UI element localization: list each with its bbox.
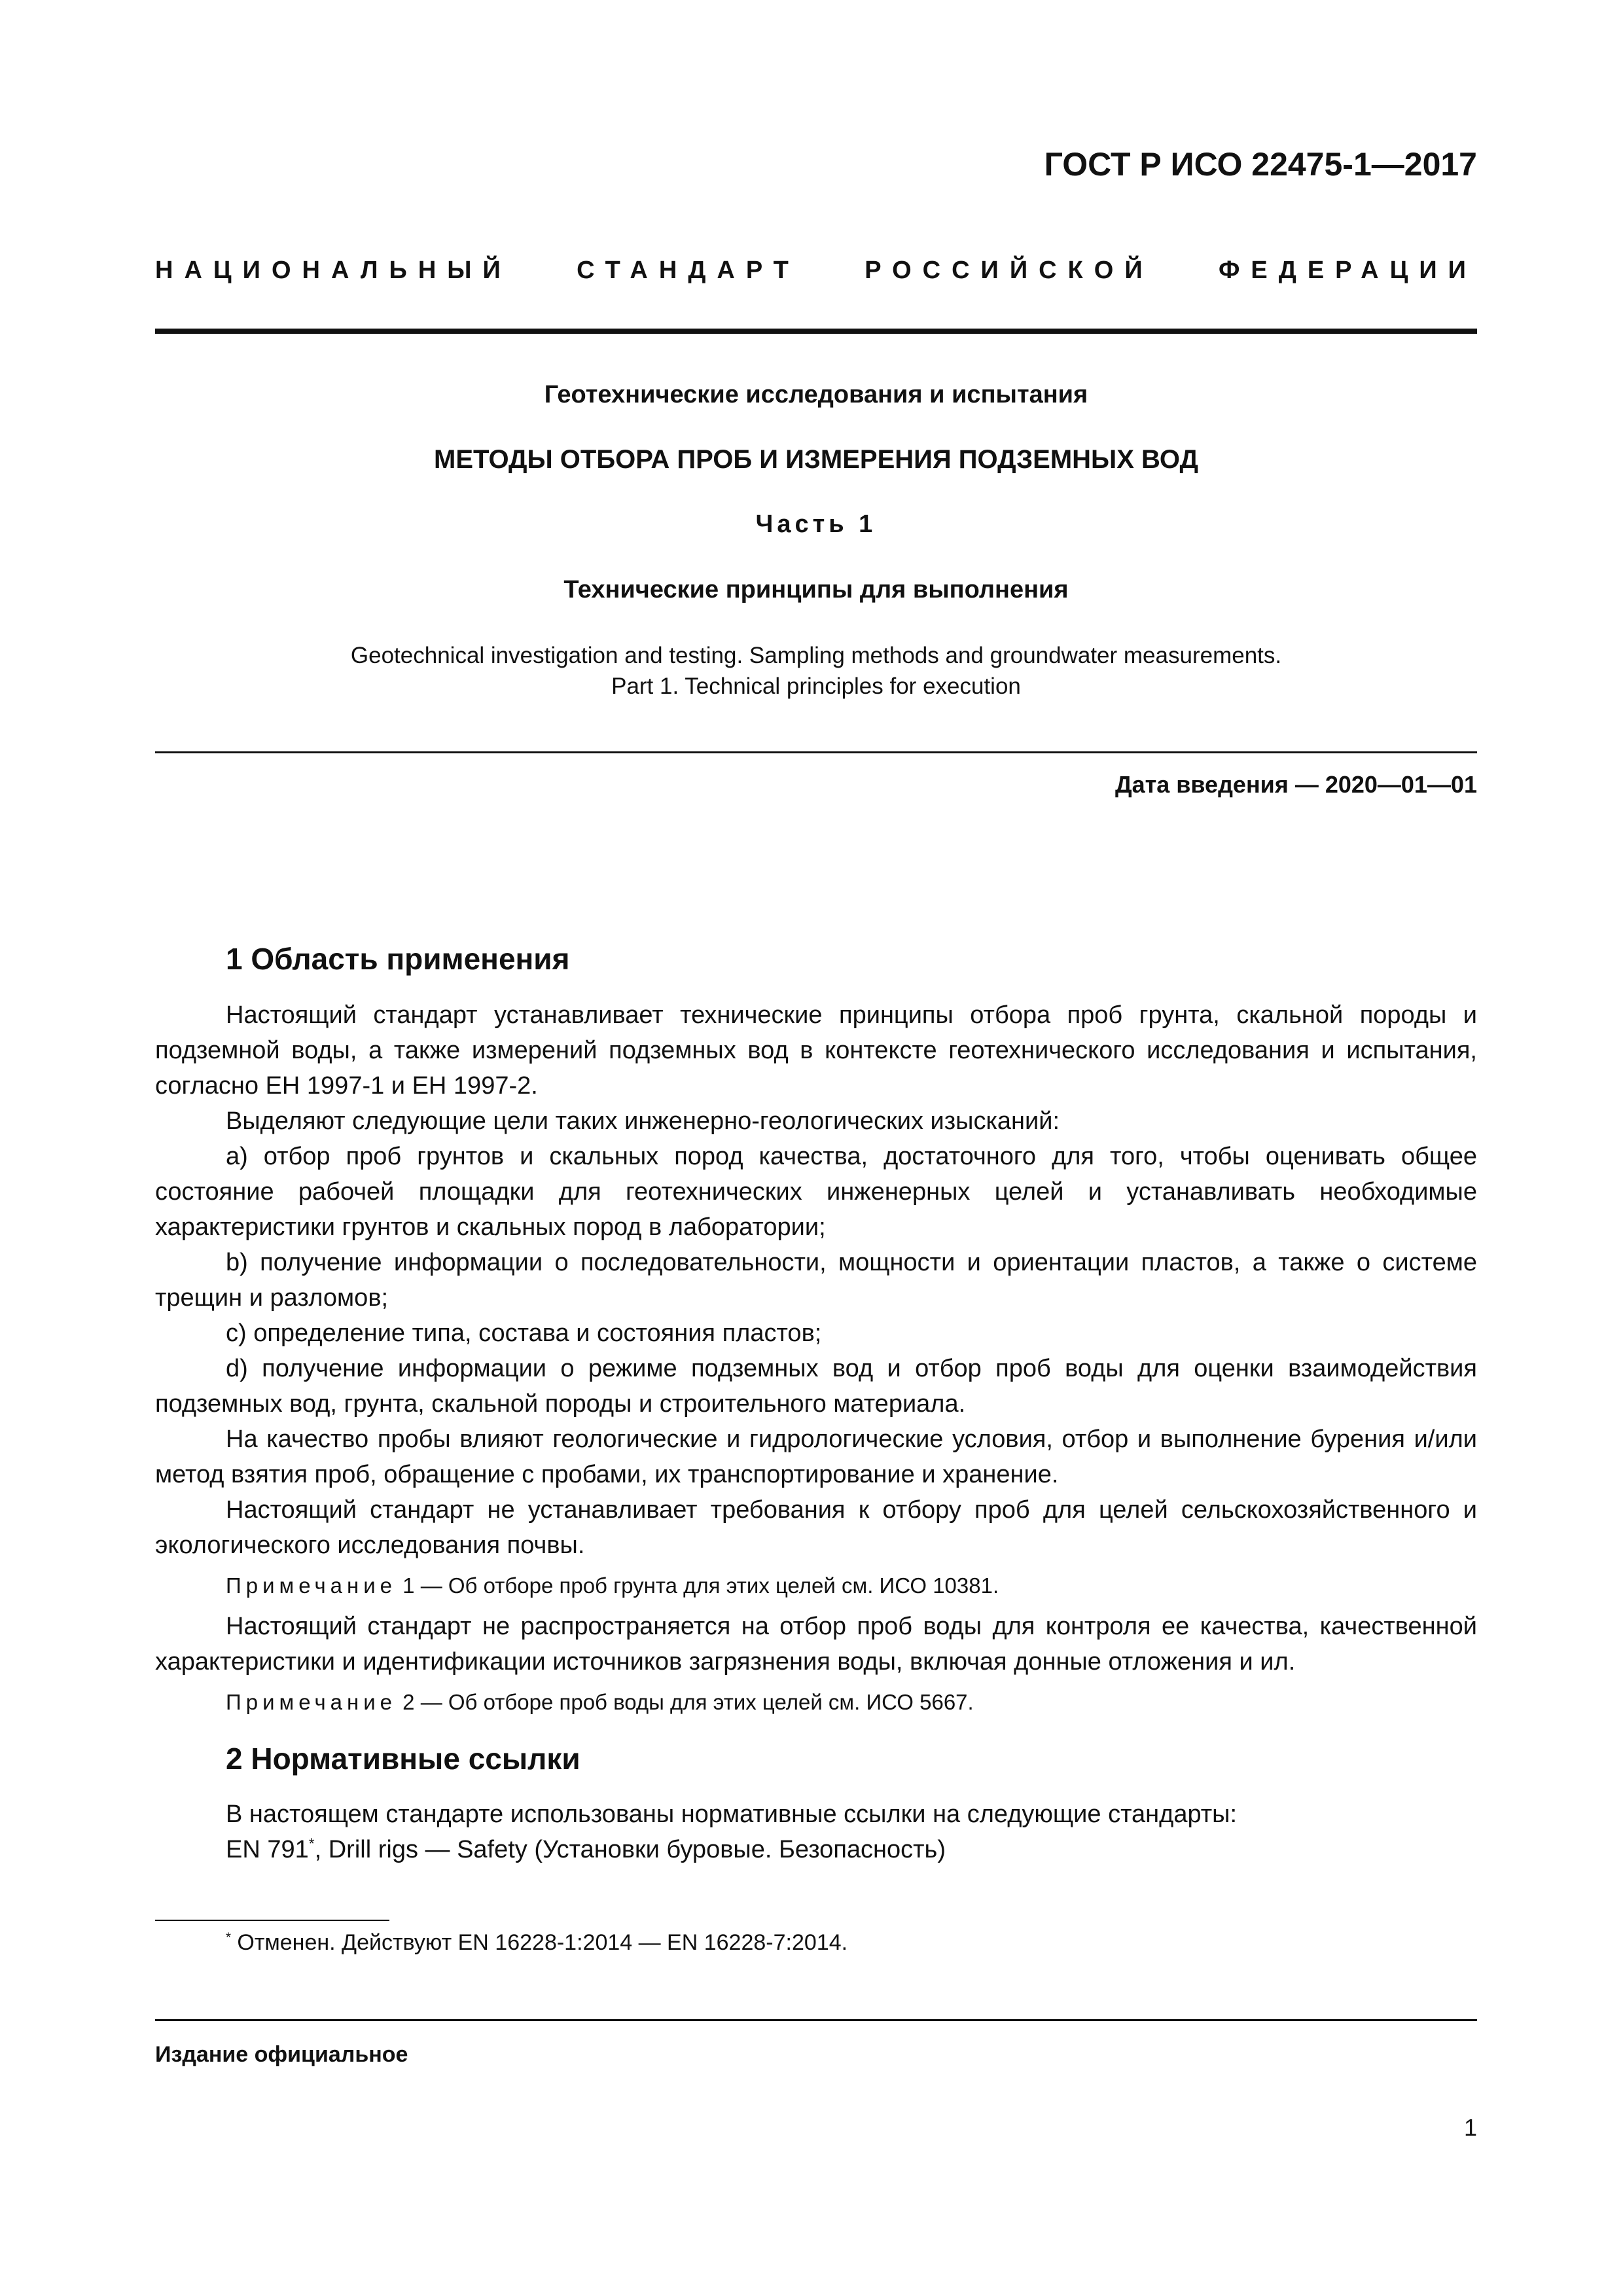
paragraph: В настоящем стандарте использованы нормативные ссылки на следующие стандарты: bbox=[226, 1801, 1238, 1828]
title-main: Геотехнические исследования и испытания bbox=[544, 381, 1088, 408]
title-english-line2: Part 1. Technical principles for execution bbox=[611, 673, 1021, 699]
title-methods: МЕТОДЫ ОТБОРА ПРОБ И ИЗМЕРЕНИЯ ПОДЗЕМНЫХ ВОД bbox=[434, 445, 1198, 474]
footer-divider bbox=[155, 2019, 1477, 2021]
list-item-b: b) получение информации о последовательности, мощности и ориентации пластов, а также о системе трещин и разломов; bbox=[155, 1249, 1477, 1312]
title-english-line1: Geotechnical investigation and testing. Sampling methods and groundwater measurements. bbox=[350, 643, 1282, 668]
section-1-body bbox=[155, 997, 1477, 1725]
reference-title: , Drill rigs — Safety (Установки буровые. Безопасность) bbox=[314, 1836, 946, 1863]
footnote-marker: * bbox=[308, 1835, 315, 1852]
section-2-body bbox=[155, 1797, 1477, 1867]
footnote-divider bbox=[155, 1920, 389, 1921]
title-divider bbox=[155, 751, 1477, 753]
introduction-date: Дата введения — 2020—01—01 bbox=[1115, 771, 1477, 798]
header-divider bbox=[155, 329, 1477, 334]
official-edition-label: Издание официальное bbox=[155, 2042, 408, 2067]
normative-reference bbox=[155, 1832, 1477, 1867]
footnote bbox=[226, 1926, 847, 1959]
page-number: 1 bbox=[1463, 2114, 1477, 2141]
note-label: Примечание bbox=[226, 1690, 397, 1714]
paragraph: Выделяют следующие цели таких инженерно-геологических изысканий: bbox=[226, 1107, 1060, 1135]
list-item-a: a) отбор проб грунтов и скальных пород качества, достаточного для того, чтобы оценивать общее состояние рабочей площадки для геотехнических инженерных целей и устанавливать необходимые характеристики грунтов и скальных пород в лаборатории; bbox=[155, 1143, 1477, 1241]
paragraph: Настоящий стандарт не распространяется на отбор проб воды для контроля ее качества, качественной характеристики и идентификации источников загрязнения воды, включая донные отложения и ил. bbox=[155, 1613, 1477, 1676]
document-code: ГОСТ Р ИСО 22475-1—2017 bbox=[1044, 146, 1477, 183]
note-text: 2 — Об отборе проб воды для этих целей см. ИСО 5667. bbox=[397, 1690, 974, 1714]
footnote-text: Отменен. Действуют EN 16228-1:2014 — EN 16228-7:2014. bbox=[230, 1930, 848, 1955]
paragraph: Настоящий стандарт устанавливает технические принципы отбора проб грунта, скальной породы и подземной воды, а также измерений подземных вод в контексте геотехнического исследования и испытания, согласно ЕН 1997-1 и ЕН 1997-2. bbox=[155, 1001, 1477, 1100]
title-subtitle: Технические принципы для выполнения bbox=[563, 576, 1069, 603]
note-text: 1 — Об отборе проб грунта для этих целей см. ИСО 10381. bbox=[397, 1573, 999, 1598]
list-item-d: d) получение информации о режиме подземных вод и отбор проб воды для оценки взаимодействия подземных вод, грунта, скальной породы и строительного материала. bbox=[155, 1355, 1477, 1418]
paragraph: Настоящий стандарт не устанавливает требования к отбору проб для целей сельскохозяйственного и экологического исследования почвы. bbox=[155, 1496, 1477, 1559]
footnote-marker: * bbox=[226, 1930, 231, 1945]
section-2-heading: 2 Нормативные ссылки bbox=[226, 1742, 580, 1776]
national-standard-banner: НАЦИОНАЛЬНЫЙ СТАНДАРТ РОССИЙСКОЙ ФЕДЕРАЦИИ bbox=[155, 257, 1477, 284]
note-2 bbox=[155, 1685, 1477, 1720]
section-1-heading: 1 Область применения bbox=[226, 942, 570, 976]
note-label: Примечание bbox=[226, 1573, 397, 1598]
note-1 bbox=[155, 1568, 1477, 1604]
reference-code: EN 791 bbox=[226, 1836, 309, 1863]
title-part: Часть 1 bbox=[755, 511, 877, 538]
paragraph: На качество пробы влияют геологические и гидрологические условия, отбор и выполнение бурения и/или метод взятия проб, обращение с пробами, их транспортирование и хранение. bbox=[155, 1426, 1477, 1488]
list-item-c: c) определение типа, состава и состояния пластов; bbox=[226, 1319, 822, 1347]
